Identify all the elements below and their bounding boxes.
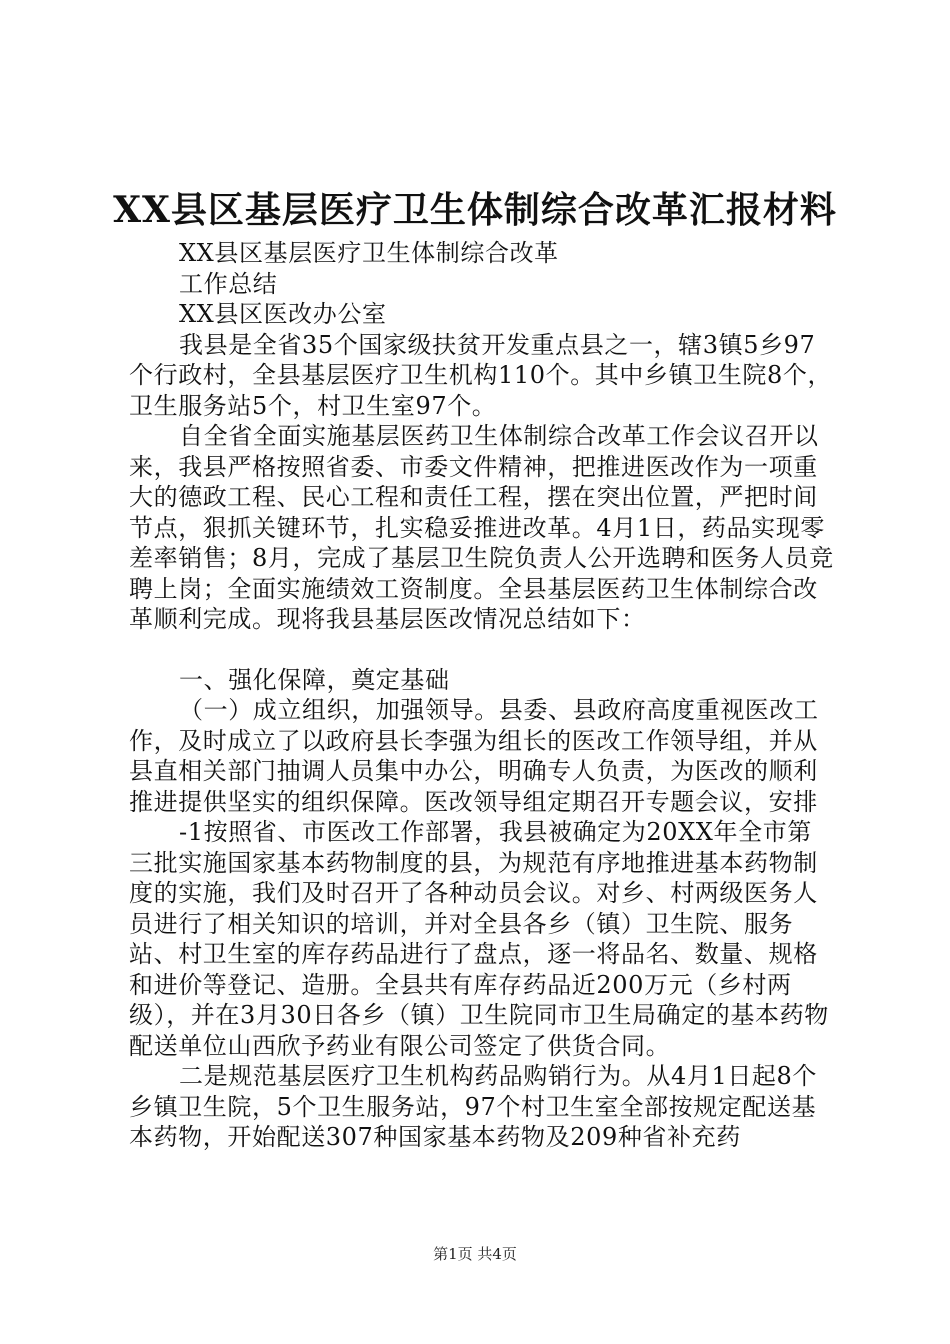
paragraph-organization: （一）成立组织，加强领导。县委、县政府高度重视医改工作，及时成立了以政府县长李强为组长的医改工作领导组，并从县直相关部门抽调人员集中办公，明确专人负责，为医改的顺利推进提供坚实的组织保障。医改领导组定期召开专题会议，安排 xyxy=(129,696,819,816)
paragraph-spacer xyxy=(129,635,834,665)
author-line: XX县区医改办公室 xyxy=(179,300,387,328)
document-body xyxy=(129,238,834,1153)
subtitle-line: XX县区基层医疗卫生体制综合改革 xyxy=(179,239,559,267)
paragraph-summary: 自全省全面实施基层医药卫生体制综合改革工作会议召开以来，我县严格按照省委、市委文件精神，把推进医改作为一项重大的德政工程、民心工程和责任工程，摆在突出位置，严把时间节点，狠抓关键环节，扎实稳妥推进改革。4月1日，药品实现零差率销售；8月，完成了基层卫生院负责人公开选聘和医务人员竞聘上岗；全面实施绩效工资制度。全县基层医药卫生体制综合改革顺利完成。现将我县基层医改情况总结如下： xyxy=(129,422,834,633)
section-heading: 一、强化保障，奠定基础 xyxy=(179,665,450,694)
subtitle-line: 工作总结 xyxy=(179,269,278,298)
paragraph-drug-system: -1按照省、市医改工作部署，我县被确定为20XX年全市第三批实施国家基本药物制度的县，为规范有序地推进基本药物制度的实施，我们及时召开了各种动员会议。对乡、村两级医务人员进行了相关知识的培训，并对全县各乡（镇）卫生院、服务站、村卫生室的库存药品进行了盘点，逐一将品名、数量、规格和进价等登记、造册。全县共有库存药品近200万元（乡村两级），并在3月30日各乡（镇）卫生院同市卫生局确定的基本药物配送单位山西欣予药业有限公司签定了供货合同。 xyxy=(129,818,829,1060)
document-title: XX县区基层医疗卫生体制综合改革汇报材料 xyxy=(113,189,837,231)
paragraph-overview: 我县是全省35个国家级扶贫开发重点县之一，辖3镇5乡97个行政村，全县基层医疗卫生机构110个。其中乡镇卫生院8个，卫生服务站5个，村卫生室97个。 xyxy=(129,330,833,420)
paragraph-purchasing: 二是规范基层医疗卫生机构药品购销行为。从4月1日起8个乡镇卫生院，5个卫生服务站，97个村卫生室全部按规定配送基本药物，开始配送307种国家基本药物及209种省补充药 xyxy=(129,1062,818,1151)
page-footer: 第1页 共4页 xyxy=(433,1245,517,1263)
